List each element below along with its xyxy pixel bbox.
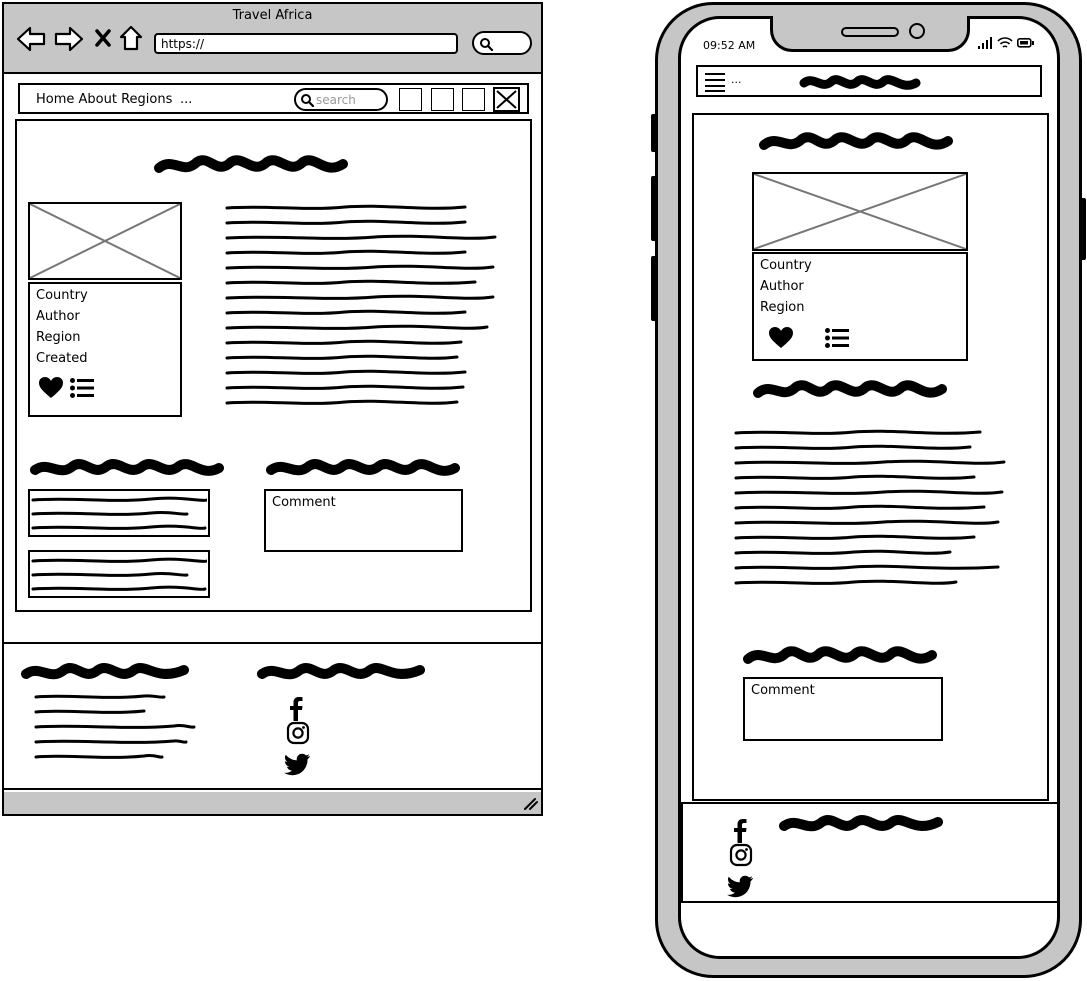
related-item-text-scribble xyxy=(31,494,207,534)
mobile-article-text-scribble xyxy=(734,428,1009,598)
article-text-scribble xyxy=(225,203,500,418)
related-heading-scribble xyxy=(29,454,224,484)
mobile-heading-scribble xyxy=(758,127,958,159)
card-field-region: Region xyxy=(36,330,81,345)
browser-toolbar xyxy=(4,4,541,74)
back-arrow-icon[interactable] xyxy=(16,26,46,52)
related-item-1[interactable] xyxy=(28,489,210,537)
url-bar[interactable] xyxy=(154,33,458,54)
phone-side-button-1 xyxy=(651,114,657,152)
nav-square-button-3[interactable] xyxy=(462,88,485,111)
search-icon xyxy=(479,37,493,51)
footer-heading-scribble xyxy=(20,658,190,688)
site-search-input[interactable] xyxy=(294,88,388,111)
stop-close-icon[interactable] xyxy=(94,28,112,48)
mobile-nav-bar xyxy=(696,65,1042,97)
speaker-grille xyxy=(841,27,899,37)
browser-search-button[interactable] xyxy=(472,31,532,55)
nav-link-home[interactable]: Home xyxy=(36,92,75,107)
search-placeholder: search xyxy=(316,93,356,107)
mobile-info-card xyxy=(752,252,968,361)
image-placeholder-icon xyxy=(30,204,180,278)
facebook-icon[interactable] xyxy=(288,696,304,722)
instagram-icon[interactable] xyxy=(729,843,753,867)
card-field-author: Author xyxy=(36,309,80,324)
related-item-text-scribble xyxy=(31,555,207,595)
twitter-icon[interactable] xyxy=(727,874,755,898)
mobile-content-panel xyxy=(692,113,1049,801)
phone-notch xyxy=(770,16,970,52)
list-icon[interactable] xyxy=(825,328,849,348)
image-placeholder xyxy=(28,202,182,280)
mobile-logo-scribble xyxy=(798,71,923,95)
phone-power-button xyxy=(1080,198,1086,260)
comment-placeholder: Comment xyxy=(272,495,336,510)
mobile-footer xyxy=(681,802,1059,903)
heart-icon[interactable] xyxy=(38,376,64,400)
list-icon[interactable] xyxy=(70,378,94,398)
nav-square-button-2[interactable] xyxy=(431,88,454,111)
home-icon[interactable] xyxy=(118,24,144,52)
search-icon xyxy=(300,93,314,107)
signal-icon xyxy=(978,37,994,49)
twitter-icon[interactable] xyxy=(284,752,312,776)
mobile-image-placeholder xyxy=(752,172,968,251)
facebook-icon[interactable] xyxy=(732,818,748,844)
nav-square-button-1[interactable] xyxy=(399,88,422,111)
site-nav-bar xyxy=(18,83,529,114)
comment-textarea[interactable] xyxy=(264,489,463,552)
image-placeholder-icon xyxy=(754,174,966,249)
mobile-footer-heading-scribble xyxy=(778,810,948,840)
close-icon xyxy=(496,90,517,109)
card-field-country: Country xyxy=(760,258,812,273)
mobile-subheading-scribble xyxy=(752,375,952,407)
site-footer xyxy=(4,642,541,790)
browser-window xyxy=(2,2,543,816)
wifi-icon xyxy=(997,37,1013,49)
window-title: Travel Africa xyxy=(232,8,313,23)
main-content-panel xyxy=(15,119,532,612)
hamburger-menu-icon[interactable] xyxy=(704,72,726,92)
info-card xyxy=(28,282,182,417)
footer-text-scribble xyxy=(34,692,199,767)
comments-heading-scribble xyxy=(265,454,460,484)
page-heading-scribble xyxy=(153,150,353,182)
nav-link-regions[interactable]: Regions xyxy=(121,92,173,107)
mobile-comments-heading-scribble xyxy=(742,641,942,673)
url-text: https:// xyxy=(161,37,205,51)
card-field-created: Created xyxy=(36,351,88,366)
status-time: 09:52 AM xyxy=(703,39,756,52)
battery-icon xyxy=(1017,38,1034,48)
mobile-nav-more[interactable]: ... xyxy=(731,73,742,86)
instagram-icon[interactable] xyxy=(286,721,310,745)
nav-more[interactable]: ... xyxy=(180,92,193,107)
card-field-country: Country xyxy=(36,288,88,303)
resize-grip-icon[interactable] xyxy=(522,796,538,810)
nav-close-button[interactable] xyxy=(493,87,520,112)
phone-side-button-2 xyxy=(651,176,657,241)
phone-side-button-3 xyxy=(651,256,657,321)
mobile-comment-textarea[interactable] xyxy=(743,677,943,741)
social-heading-scribble xyxy=(256,658,426,688)
front-camera xyxy=(909,23,925,39)
heart-icon[interactable] xyxy=(768,326,794,350)
card-field-region: Region xyxy=(760,300,805,315)
browser-status-bar xyxy=(4,792,541,814)
nav-link-about[interactable]: About xyxy=(78,92,117,107)
comment-placeholder: Comment xyxy=(751,683,815,698)
related-item-2[interactable] xyxy=(28,550,210,598)
nav-links xyxy=(36,92,172,108)
card-field-author: Author xyxy=(760,279,804,294)
forward-arrow-icon[interactable] xyxy=(54,26,84,52)
